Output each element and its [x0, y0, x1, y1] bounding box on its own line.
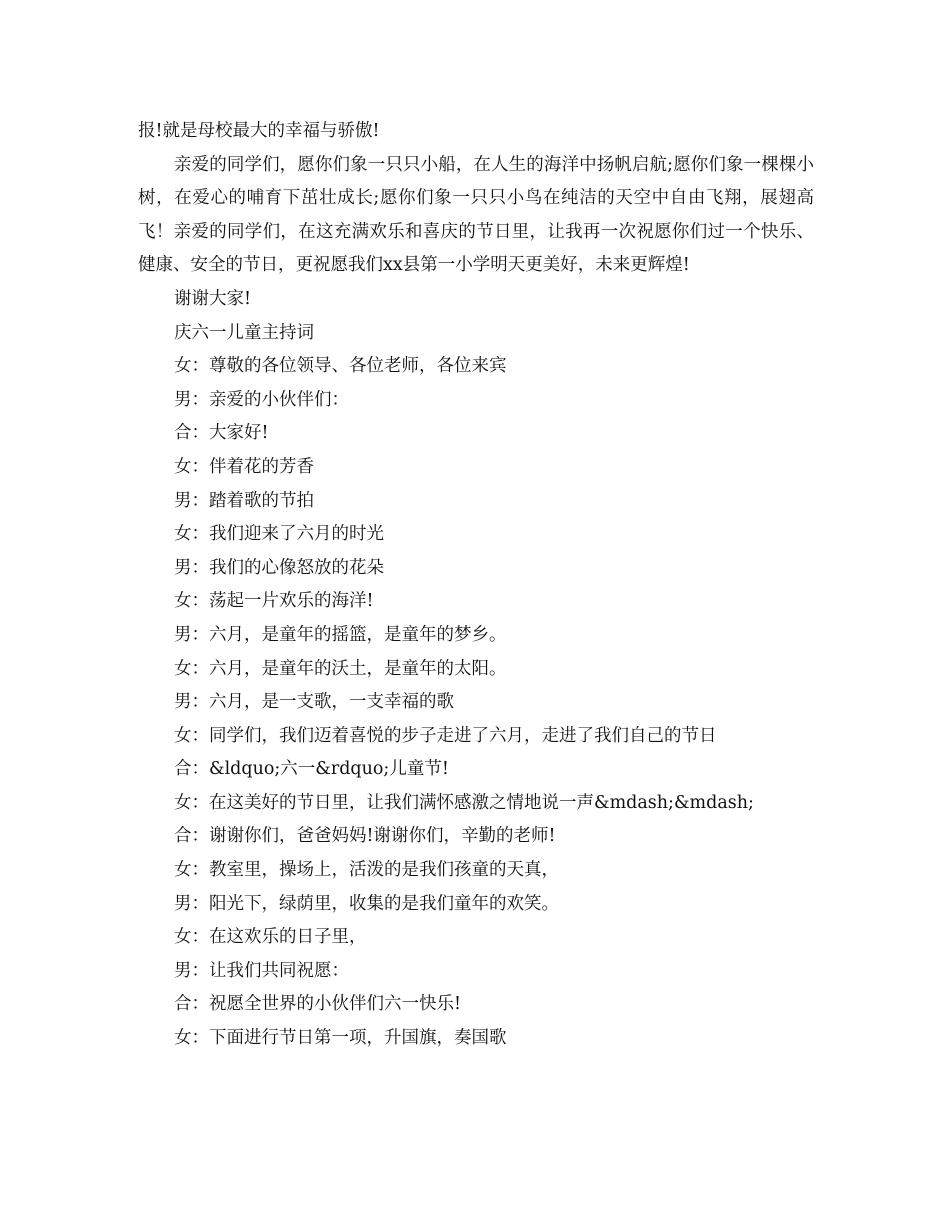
script-line: 女：在这美好的节日里，让我们满怀感激之情地说一声&mdash;&mdash;	[174, 792, 754, 813]
script-line: 女：荡起一片欢乐的海洋!	[174, 591, 374, 612]
script-line: 男：六月，是童年的摇篮，是童年的梦乡。	[174, 624, 507, 645]
section-title: 庆六一儿童主持词	[174, 322, 314, 343]
script-line: 女：下面进行节日第一项，升国旗，奏国歌	[174, 1028, 507, 1049]
script-line: 女：同学们，我们迈着喜悦的步子走进了六月，走进了我们自己的节日	[174, 725, 717, 746]
script-line: 男：亲爱的小伙伴们：	[174, 389, 349, 410]
script-line: 男：我们的心像怒放的花朵	[174, 557, 384, 578]
script-line: 合：谢谢你们，爸爸妈妈!谢谢你们，辛勤的老师!	[174, 826, 556, 847]
script-line: 男：让我们共同祝愿：	[174, 960, 349, 981]
paragraph-wishes: 亲爱的同学们，愿你们象一只只小船，在人生的海洋中扬帆启航;愿你们象一棵棵小树，在爱心的哺育下茁壮成长;愿你们象一只只小鸟在纯洁的天空中自由飞翔，展翅高飞！亲爱的同学们，在这充满欢乐和喜庆的节日里，让我再一次祝愿你们过一个快乐、健康、安全的节日，更祝愿我们xx县第一小学明天更美好，未来更辉煌!	[138, 154, 814, 276]
text-line-thanks: 谢谢大家!	[174, 288, 252, 309]
script-line: 女：六月，是童年的沃土，是童年的太阳。	[174, 658, 507, 679]
script-line: 男：阳光下，绿荫里，收集的是我们童年的欢笑。	[174, 893, 559, 914]
script-line: 女：尊敬的各位领导、各位老师，各位来宾	[174, 356, 507, 377]
script-line: 合：大家好!	[174, 423, 269, 444]
script-line: 男：踏着歌的节拍	[174, 490, 314, 511]
paragraph-continuation: 报!就是母校最大的幸福与骄傲!	[138, 121, 380, 141]
script-line: 女：在这欢乐的日子里，	[174, 927, 367, 948]
script-line: 女：伴着花的芳香	[174, 456, 314, 477]
script-line: 女：我们迎来了六月的时光	[174, 524, 384, 545]
script-line: 女：教室里，操场上，活泼的是我们孩童的天真，	[174, 860, 559, 881]
script-line: 合：&ldquo;六一&rdquo;儿童节!	[174, 759, 449, 780]
document-body	[138, 115, 814, 1056]
script-line: 男：六月，是一支歌，一支幸福的歌	[174, 692, 454, 713]
script-line: 合：祝愿全世界的小伙伴们六一快乐!	[174, 994, 462, 1015]
